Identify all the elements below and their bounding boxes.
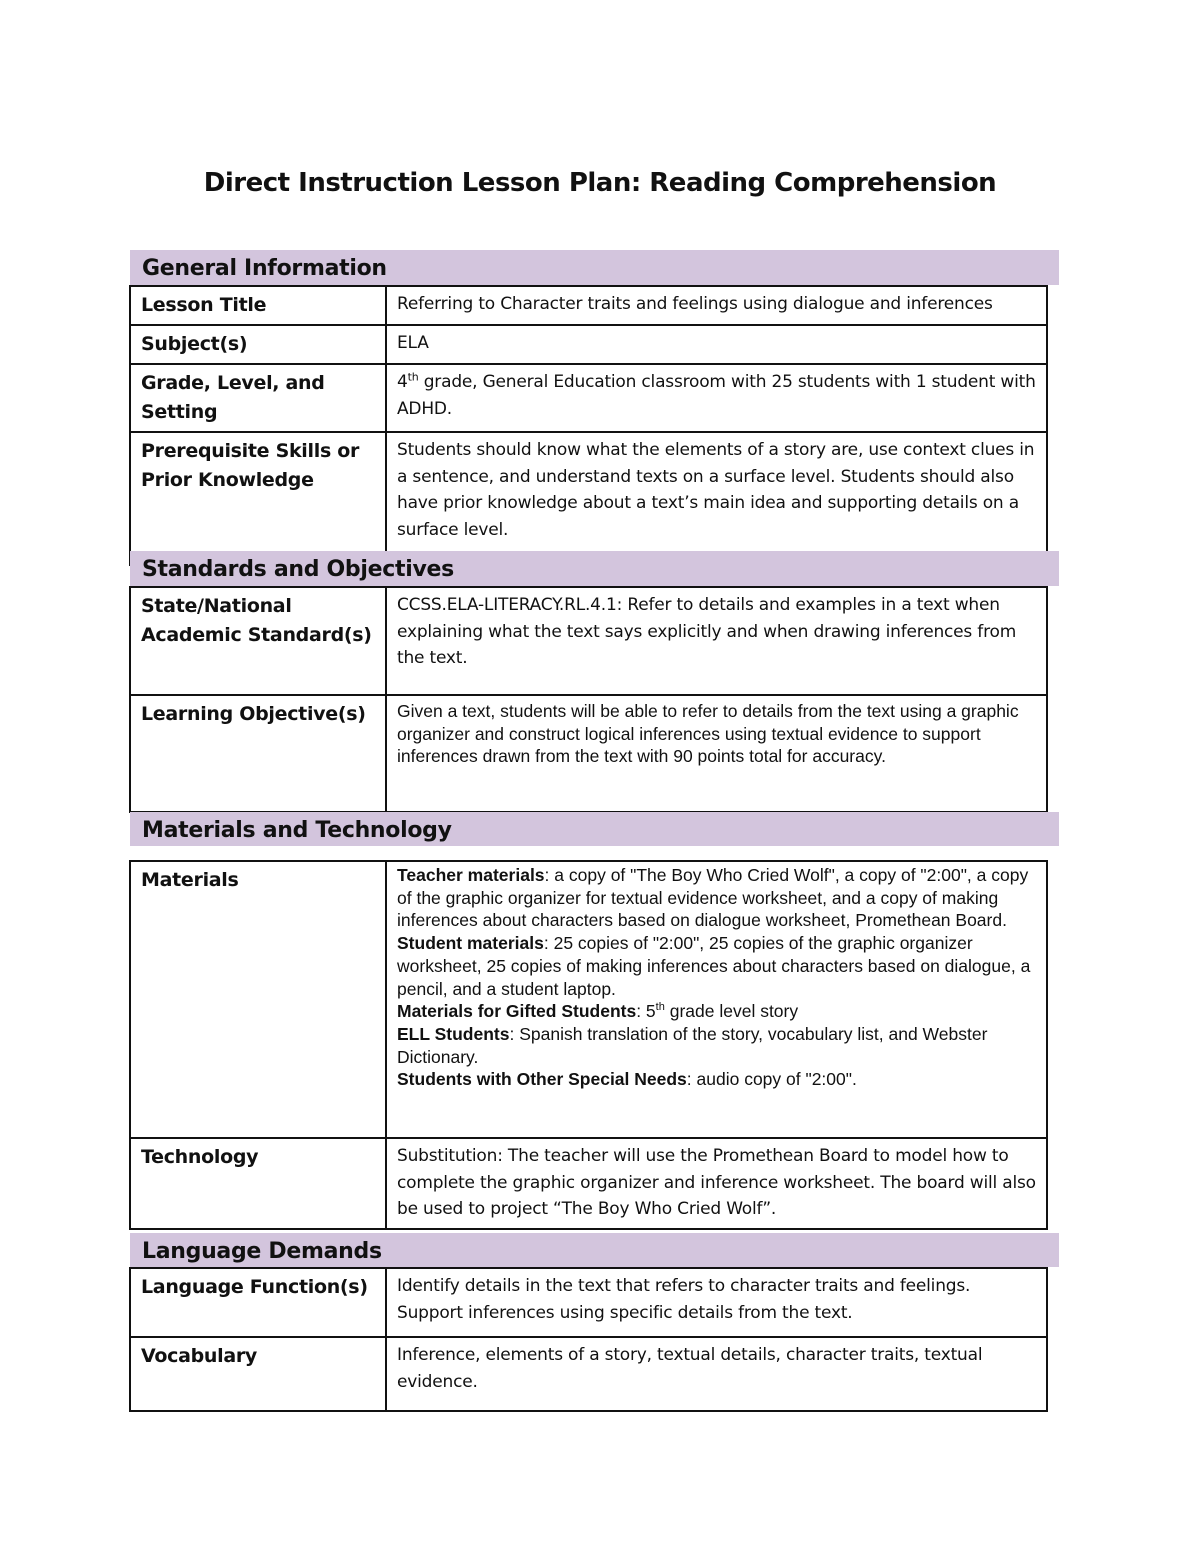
- vocabulary-value: Inference, elements of a story, textual details, character traits, textual evidence.: [386, 1337, 1047, 1411]
- table-row: [130, 364, 1047, 432]
- grade-value: [386, 364, 1047, 432]
- prereq-label: Prerequisite Skills or Prior Knowledge: [130, 432, 386, 565]
- table-row: [130, 695, 1047, 812]
- general-info-table: [129, 285, 1048, 566]
- materials-table: [129, 860, 1048, 1230]
- technology-label: Technology: [130, 1138, 386, 1229]
- standard-value: CCSS.ELA-LITERACY.RL.4.1: Refer to details and examples in a text when explaining what the text says explicitly and when drawing inferences from the text.: [386, 587, 1047, 695]
- grade-number: 4: [397, 372, 408, 392]
- table-row: [130, 1138, 1047, 1229]
- grade-text: grade, General Education classroom with 25 students with 1 student with ADHD.: [397, 372, 1036, 419]
- ell-label: ELL Students: [397, 1023, 510, 1044]
- prereq-value: Students should know what the elements of a story are, use context clues in a sentence, and understand texts on a surface level. Students should also have prior knowledge about a text’s main idea and supporting details on a surface level.: [386, 432, 1047, 565]
- objective-value: Given a text, students will be able to refer to details from the text using a graphic organizer and construct logical inferences using textual evidence to support inferences drawn from the text with 90 points total for accuracy.: [386, 695, 1047, 812]
- section-heading-materials: Materials and Technology: [130, 812, 1059, 846]
- section-heading-general: General Information: [130, 250, 1059, 285]
- technology-value: Substitution: The teacher will use the Promethean Board to model how to complete the graphic organizer and inference worksheet. The board will also be used to project “The Boy Who Cried Wolf”.: [386, 1138, 1047, 1229]
- table-row: [130, 286, 1047, 325]
- section-heading-language: Language Demands: [130, 1233, 1059, 1267]
- teacher-materials-text: : a copy of "The Boy Who Cried Wolf", a copy of "2:00", a copy of the graphic organizer for textual evidence worksheet, and a copy of making inferences about characters based on dialogue worksheet, Promethean Board.: [397, 865, 1029, 931]
- student-materials-label: Student materials: [397, 933, 544, 954]
- standard-label: State/National Academic Standard(s): [130, 587, 386, 695]
- grade-superscript: th: [407, 370, 419, 384]
- gifted-materials-text-post: grade level story: [664, 1001, 799, 1022]
- materials-value: [386, 861, 1047, 1138]
- table-row: [130, 432, 1047, 565]
- ell-text: : Spanish translation of the story, vocabulary list, and Webster Dictionary.: [397, 1023, 988, 1067]
- materials-label: Materials: [130, 861, 386, 1138]
- gifted-superscript: th: [655, 1001, 665, 1014]
- vocabulary-label: Vocabulary: [130, 1337, 386, 1411]
- teacher-materials-label: Teacher materials: [397, 865, 545, 885]
- table-row: [130, 1268, 1047, 1337]
- gifted-materials-label: Materials for Gifted Students: [397, 1001, 637, 1022]
- table-row: [130, 861, 1047, 1138]
- section-heading-standards: Standards and Objectives: [130, 551, 1059, 586]
- special-needs-label: Students with Other Special Needs: [397, 1069, 687, 1090]
- subjects-label: Subject(s): [130, 325, 386, 364]
- language-table: [129, 1267, 1048, 1412]
- objective-label: Learning Objective(s): [130, 695, 386, 812]
- table-row: [130, 1337, 1047, 1411]
- lesson-title-label: Lesson Title: [130, 286, 386, 325]
- special-needs-text: : audio copy of "2:00".: [686, 1069, 857, 1090]
- document-title: Direct Instruction Lesson Plan: Reading Comprehension: [203, 168, 997, 198]
- student-materials-text: : 25 copies of "2:00", 25 copies of the graphic organizer worksheet, 25 copies of making inferences about characters based on dialogue, a pencil, and a student laptop.: [397, 933, 1031, 999]
- table-row: [130, 587, 1047, 695]
- grade-label: Grade, Level, and Setting: [130, 364, 386, 432]
- lesson-title-value: Referring to Character traits and feelings using dialogue and inferences: [386, 286, 1047, 325]
- table-row: [130, 325, 1047, 364]
- language-function-label: Language Function(s): [130, 1268, 386, 1337]
- subjects-value: ELA: [386, 325, 1047, 364]
- language-function-value: Identify details in the text that refers to character traits and feelings. Support inferences using specific details from the text.: [386, 1268, 1047, 1337]
- gifted-materials-text: : 5: [636, 1001, 656, 1022]
- standards-table: [129, 586, 1048, 813]
